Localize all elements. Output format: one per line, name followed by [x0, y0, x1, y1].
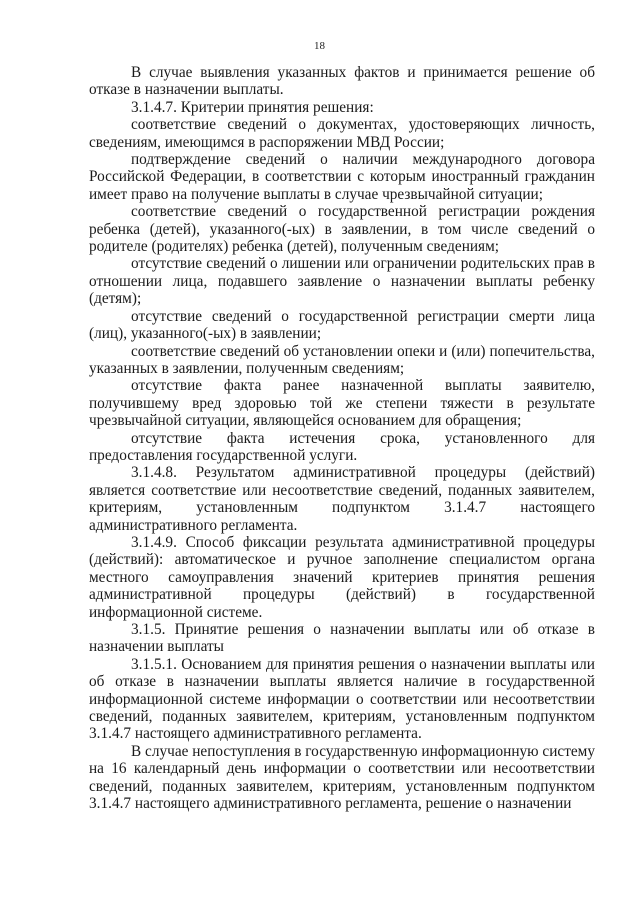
paragraph-criterion-death-registration: отсутствие сведений о государственной регистрации смерти лица (лиц), указанного(-ых) в заявлении; [89, 307, 595, 343]
page-number: 18 [314, 40, 325, 52]
paragraph-3-1-4-8: 3.1.4.8. Результатом административной процедуры (действий) является соответствие или несоответствие сведений, поданных заявителем, критериям, установленным подпунктом 3.1.4.7 настоящего административного регламента. [89, 464, 595, 534]
paragraph-criterion-previous-payment: отсутствие факта ранее назначенной выплаты заявителю, получившему вред здоровью той же степени тяжести в результате чрезвычайной ситуации, являющейся основанием для обращения; [89, 377, 595, 430]
paragraph-criterion-deadline: отсутствие факта истечения срока, установленного для предоставления государственной услуги. [89, 429, 595, 464]
paragraph-3-1-5-heading: 3.1.5. Принятие решения о назначении выплаты или об отказе в назначении выплаты [89, 621, 595, 656]
paragraph-criterion-identity-documents: соответствие сведений о документах, удостоверяющих личность, сведениям, имеющимся в распоряжении МВД России; [89, 116, 595, 151]
paragraph-non-receipt-case: В случае непоступления в государственную информационную систему на 16 календарный день информации о соответствии или несоответствии сведений, поданных заявителем, критериям, установленным подпунктом 3.1.4.7 настоящего административного регламента, решение о назначении [89, 742, 595, 813]
paragraph-criterion-birth-registration: соответствие сведений о государственной регистрации рождения ребенка (детей), указанного(-ых) в заявлении, в том числе сведений о родителе (родителях) ребенка (детей), полученным сведениям; [89, 203, 595, 256]
paragraph-3-1-5-1: 3.1.5.1. Основанием для принятия решения о назначении выплаты или об отказе в назначении выплаты является наличие в государственной информационной системе информации о соответствии или несоответствии сведений, поданных заявителем, критериям, установленным подпунктом 3.1.4.7 настоящего административного регламента. [89, 655, 595, 743]
paragraph-refusal-on-facts: В случае выявления указанных фактов и принимается решение об отказе в назначении выплаты. [89, 64, 595, 99]
paragraph-criterion-international-treaty: подтверждение сведений о наличии международного договора Российской Федерации, в соответствии с которым иностранный гражданин имеет право на получение выплаты в случае чрезвычайной ситуации; [89, 151, 595, 203]
paragraph-3-1-4-9: 3.1.4.9. Способ фиксации результата административной процедуры (действий): автоматическое и ручное заполнение специалистом органа местного самоуправления значений критериев принятия решения административной процедуры (действий) в государственной информационной системе. [89, 533, 595, 621]
paragraph-criterion-guardianship: соответствие сведений об установлении опеки и (или) попечительства, указанных в заявлении, полученным сведениям; [89, 342, 595, 377]
paragraph-3-1-4-7-heading: 3.1.4.7. Критерии принятия решения: [131, 98, 374, 116]
document-body [89, 64, 595, 812]
paragraph-criterion-parental-rights: отсутствие сведений о лишении или ограничении родительских прав в отношении лица, подавшего заявление о назначении выплаты ребенку (детям); [89, 255, 595, 308]
